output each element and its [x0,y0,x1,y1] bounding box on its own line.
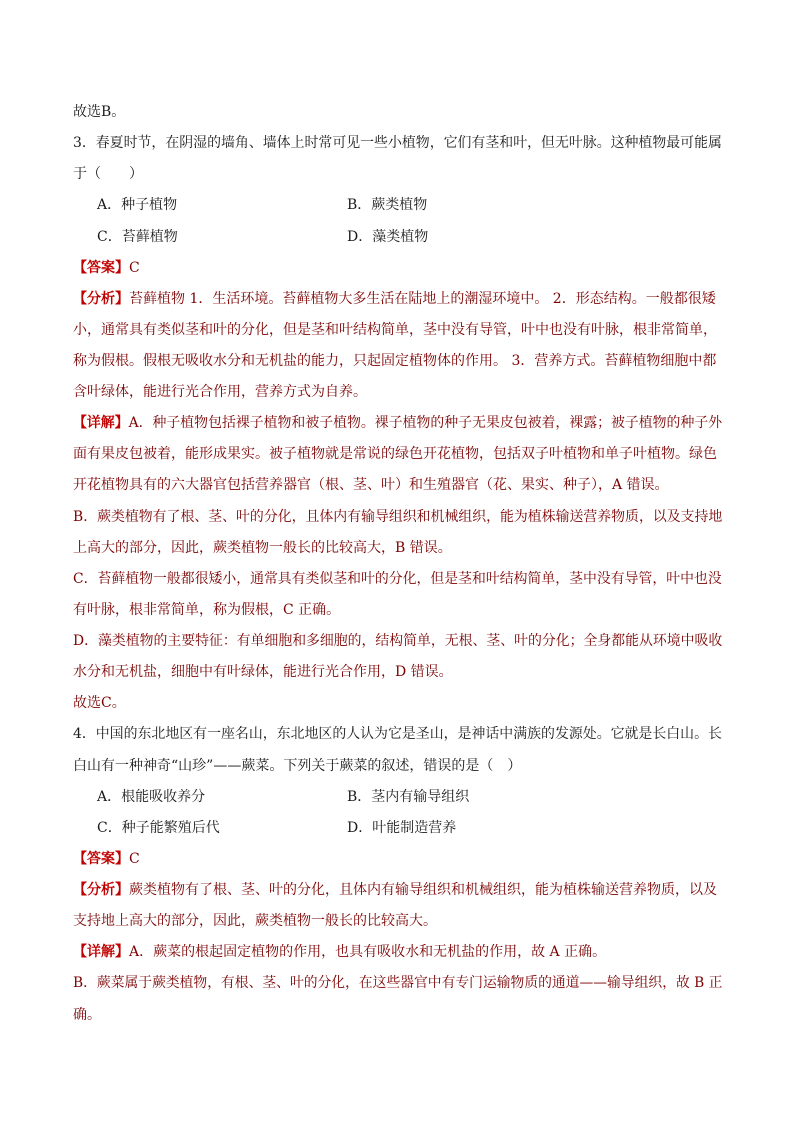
q4-stem-line-2: 白山有一种神奇“山珍”——蕨菜。下列关于蕨菜的叙述，错误的是（ ） [73,758,522,774]
q3-detail-line-6: C．苔藓植物一般都很矮小，通常具有类似茎和叶的分化，但是茎和叶结构简单，茎中没有导管，叶中也没 [73,571,722,587]
q3-detail-line-4: B．蕨类植物有了根、茎、叶的分化，且体内有输导组织和机械组织，能为植株输送营养物质，以及支持地 [73,509,723,525]
q3-option-c: C．苔藓植物 [97,229,178,245]
q3-analysis-line-1 [73,289,716,309]
q3-detail-line-1 [73,413,722,433]
q4-detail-line-1 [73,942,606,962]
q3-detail-text-1: A．种子植物包括裸子植物和被子植物。裸子植物的种子无果皮包被着，裸露；被子植物的种子外 [128,415,723,431]
q3-analysis-text-1: 苔藓植物 1．生活环境。苔藓植物大多生活在陆地上的潮湿环境中。 2．形态结构。一般都很矮 [129,291,716,307]
q3-answer [73,258,140,278]
answer-value: C [129,260,140,276]
q3-detail-line-9: 水分和无机盐，细胞中有叶绿体，能进行光合作用，D 错误。 [73,664,453,680]
q3-detail-line-2: 面有果皮包被着，能形成果实。被子植物就是常说的绿色开花植物，包括双子叶植物和单子叶植物。绿色 [73,446,717,462]
prev-answer-choice: 故选B。 [73,104,126,120]
detail-tag: 【详解】 [73,415,129,431]
q3-final-choice: 故选C。 [73,695,126,711]
analysis-tag: 【分析】 [73,291,129,307]
q4-stem-line-1: 4．中国的东北地区有一座名山，东北地区的人认为它是圣山，是神话中满族的发源处。它就是长白山。长 [73,726,722,742]
q3-detail-line-3: 开花植物具有的六大器官包括营养器官（根、茎、叶）和生殖器官（花、果实、种子），A 错误。 [73,477,669,493]
q3-option-d: D．藻类植物 [347,229,429,245]
q4-option-d: D．叶能制造营养 [347,820,457,836]
q4-answer [73,849,140,869]
answer-tag: 【答案】 [73,260,129,276]
analysis-tag: 【分析】 [73,882,129,898]
answer-tag: 【答案】 [73,851,129,867]
q4-option-b: B．茎内有输导组织 [347,789,470,805]
q3-detail-line-8: D．藻类植物的主要特征：有单细胞和多细胞的，结构简单，无根、茎、叶的分化；全身都能从环境中吸收 [73,633,723,649]
q3-analysis-line-3: 称为假根。假根无吸收水分和无机盐的能力，只起固定植物体的作用。 3．营养方式。苔藓植物细胞中都 [73,353,717,369]
q3-option-a: A．种子植物 [97,197,178,213]
q4-detail-line-3: 确。 [73,1007,101,1023]
q4-option-a: A．根能吸收养分 [97,789,206,805]
q4-option-c: C．种子能繁殖后代 [97,820,220,836]
q4-detail-line-2: B．蕨菜属于蕨类植物，有根、茎、叶的分化，在这些器官中有专门运输物质的通道——输导组织，故 B 正 [73,975,723,991]
q3-analysis-line-4: 含叶绿体，能进行光合作用，营养方式为自养。 [73,384,367,400]
q4-analysis-line-1 [73,880,717,900]
q4-analysis-line-2: 支持地上高大的部分，因此，蕨类植物一般长的比较高大。 [73,913,437,929]
q3-detail-line-7: 有叶脉，根非常简单，称为假根，C 正确。 [73,602,341,618]
detail-tag: 【详解】 [73,944,129,960]
q4-detail-text-1: A．蕨菜的根起固定植物的作用，也具有吸收水和无机盐的作用，故 A 正确。 [129,944,607,960]
q4-analysis-text-1: 蕨类植物有了根、茎、叶的分化，且体内有输导组织和机械组织，能为植株输送营养物质，以及 [129,882,717,898]
q3-stem-line-1: 3．春夏时节，在阴湿的墙角、墙体上时常可见一些小植物，它们有茎和叶，但无叶脉。这种植物最可能属 [73,135,722,151]
q3-stem-line-2: 于（ ） [73,166,143,182]
q3-analysis-line-2: 小，通常具有类似茎和叶的分化，但是茎和叶结构简单，茎中没有导管，叶中也没有叶脉，根非常简单， [73,322,717,338]
q3-option-b: B．蕨类植物 [347,197,428,213]
answer-value: C [129,851,140,867]
q3-detail-line-5: 上高大的部分，因此，蕨类植物一般长的比较高大，B 错误。 [73,540,452,556]
